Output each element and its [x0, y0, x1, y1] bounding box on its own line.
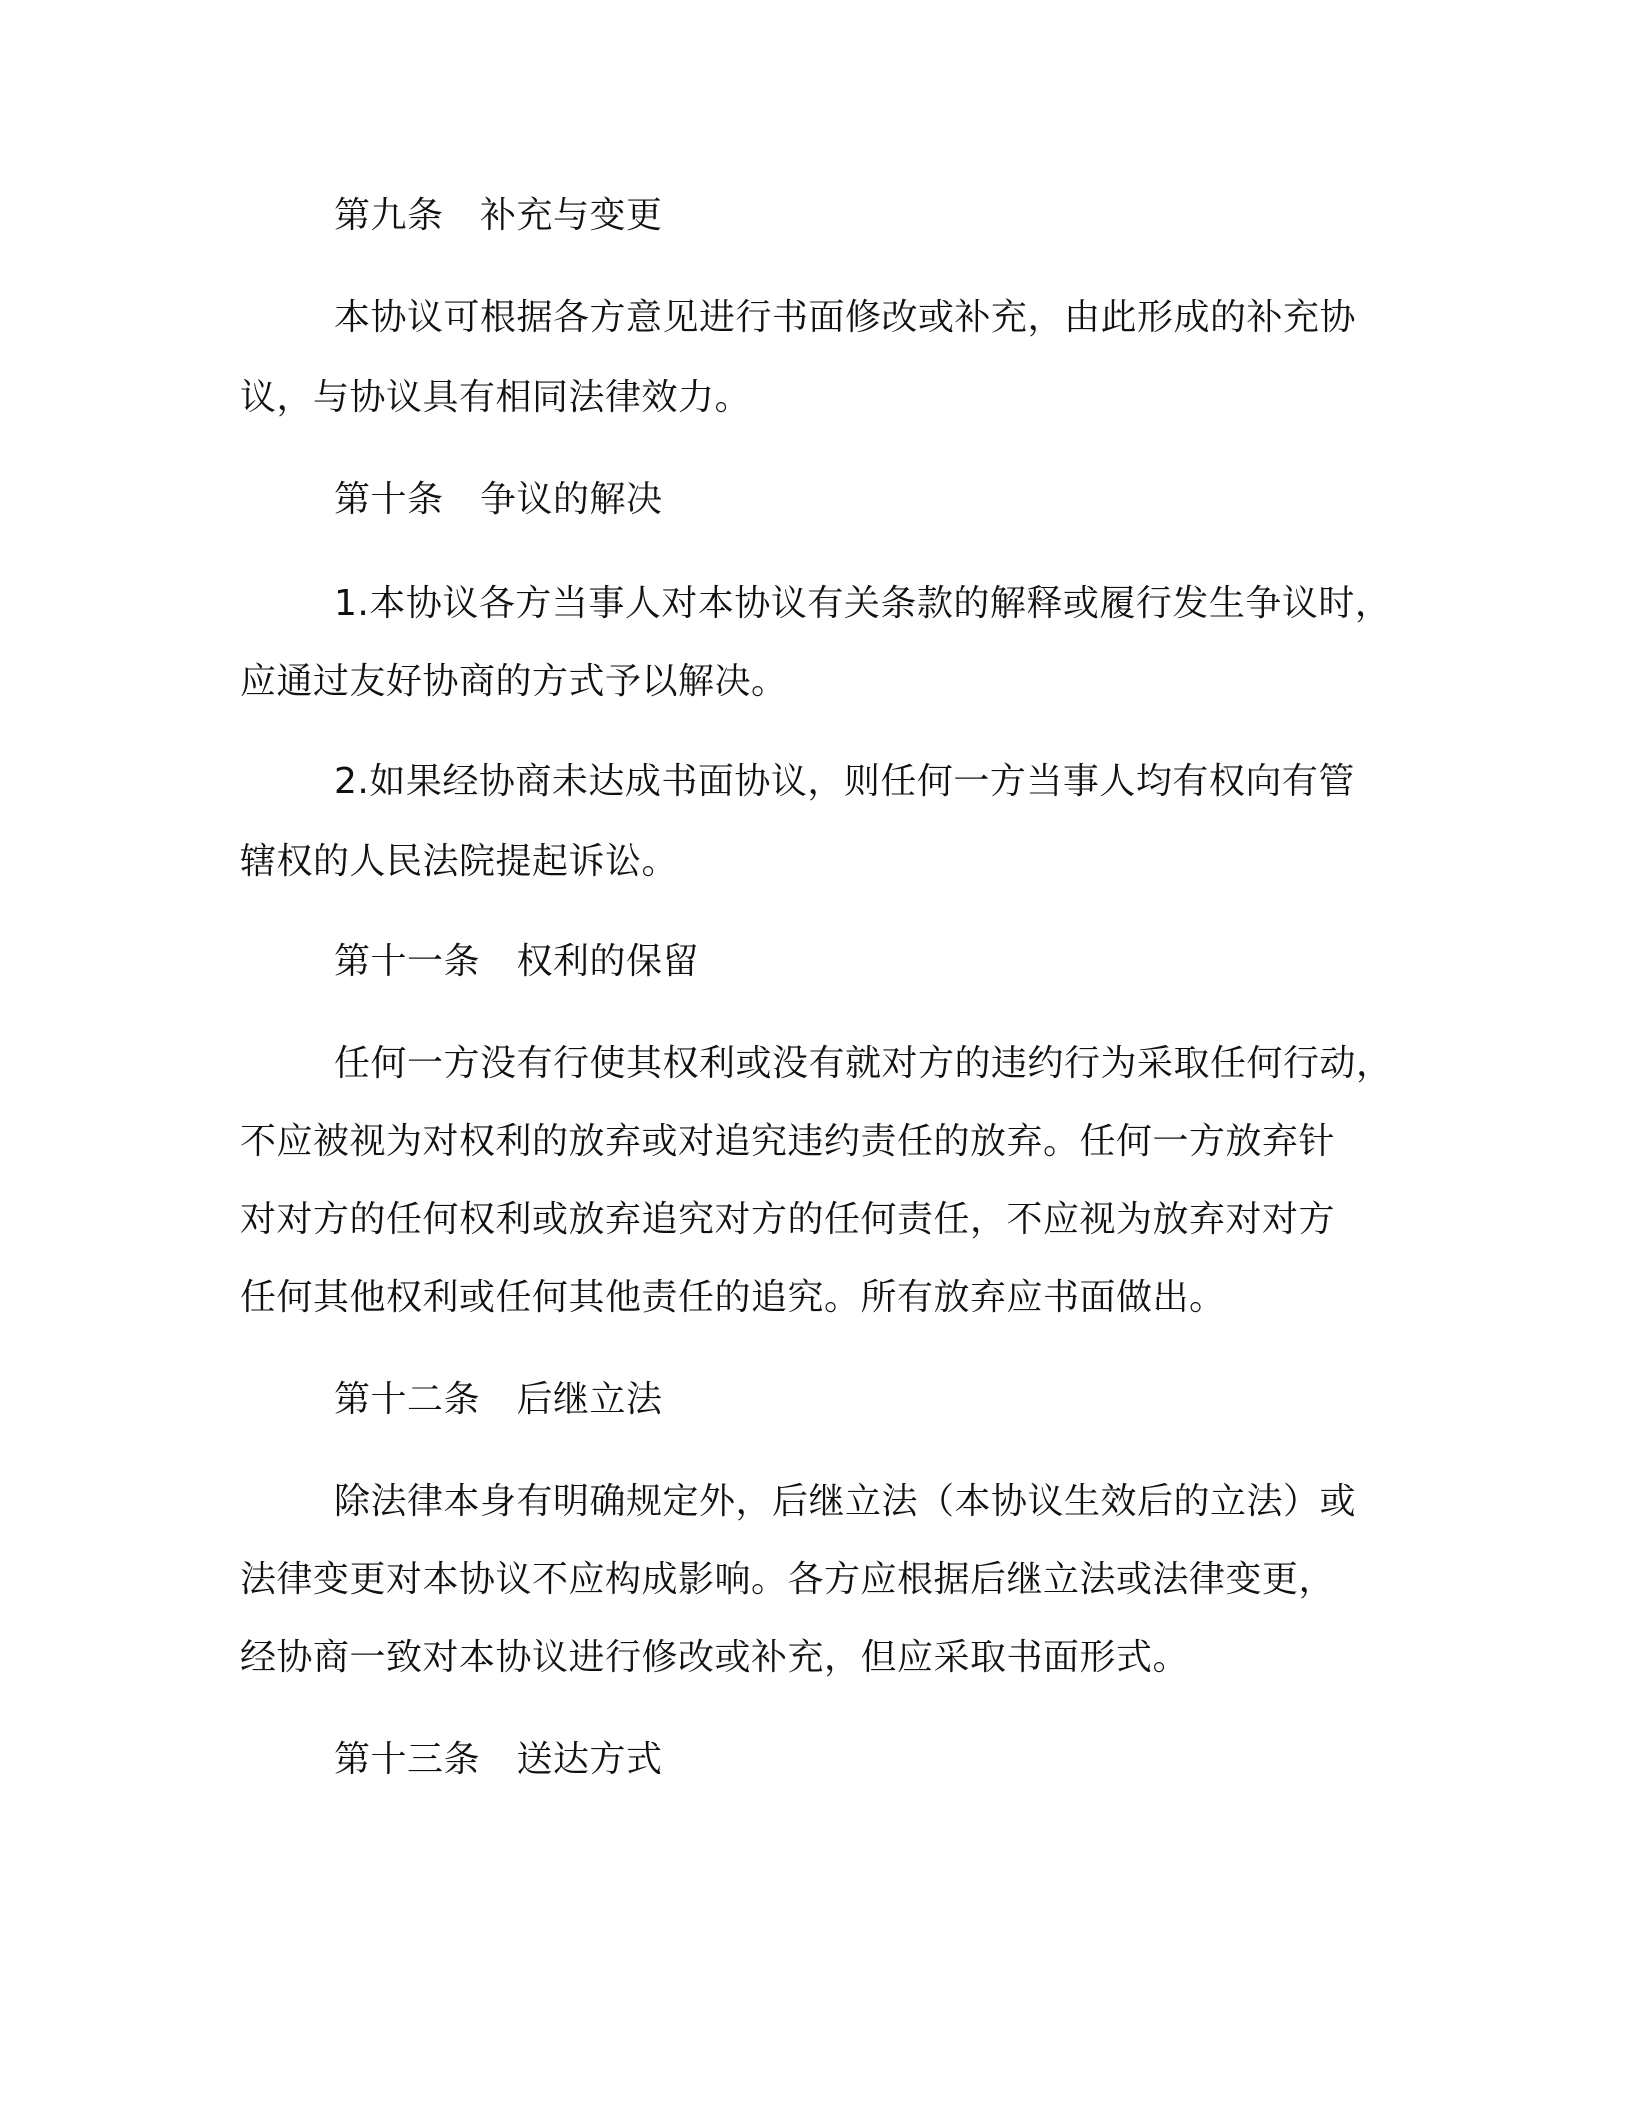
article-11-heading: 第十一条 权利的保留	[334, 941, 700, 982]
article-11-paragraph-line: 任何其他权利或任何其他责任的追究。所有放弃应书面做出。	[240, 1277, 1226, 1318]
article-10-clause-1-line: 1.本协议各方当事人对本协议有关条款的解释或履行发生争议时，	[334, 583, 1392, 624]
article-12-heading: 第十二条 后继立法	[334, 1379, 663, 1420]
article-11-paragraph-line: 对对方的任何权利或放弃追究对方的任何责任，不应视为放弃对对方	[240, 1199, 1336, 1240]
article-11-paragraph-line: 任何一方没有行使其权利或没有就对方的违约行为采取任何行动，	[334, 1043, 1393, 1084]
article-12-paragraph-line: 除法律本身有明确规定外，后继立法（本协议生效后的立法）或	[334, 1481, 1357, 1522]
article-10-heading: 第十条 争议的解决	[334, 479, 663, 520]
article-10-clause-1-line: 应通过友好协商的方式予以解决。	[240, 661, 788, 702]
article-9-paragraph-line: 本协议可根据各方意见进行书面修改或补充，由此形成的补充协	[334, 297, 1357, 338]
article-11-paragraph-line: 不应被视为对权利的放弃或对追究违约责任的放弃。任何一方放弃针	[240, 1121, 1336, 1162]
article-12-paragraph-line: 法律变更对本协议不应构成影响。各方应根据后继立法或法律变更，	[240, 1559, 1336, 1600]
article-9-heading: 第九条 补充与变更	[334, 195, 663, 236]
article-9-paragraph-line: 议，与协议具有相同法律效力。	[240, 377, 752, 418]
article-10-clause-2-line: 辖权的人民法院提起诉讼。	[240, 841, 679, 882]
article-10-clause-2-line: 2.如果经协商未达成书面协议，则任何一方当事人均有权向有管	[334, 761, 1355, 802]
article-12-paragraph-line: 经协商一致对本协议进行修改或补充，但应采取书面形式。	[240, 1637, 1190, 1678]
article-13-heading: 第十三条 送达方式	[334, 1739, 663, 1780]
